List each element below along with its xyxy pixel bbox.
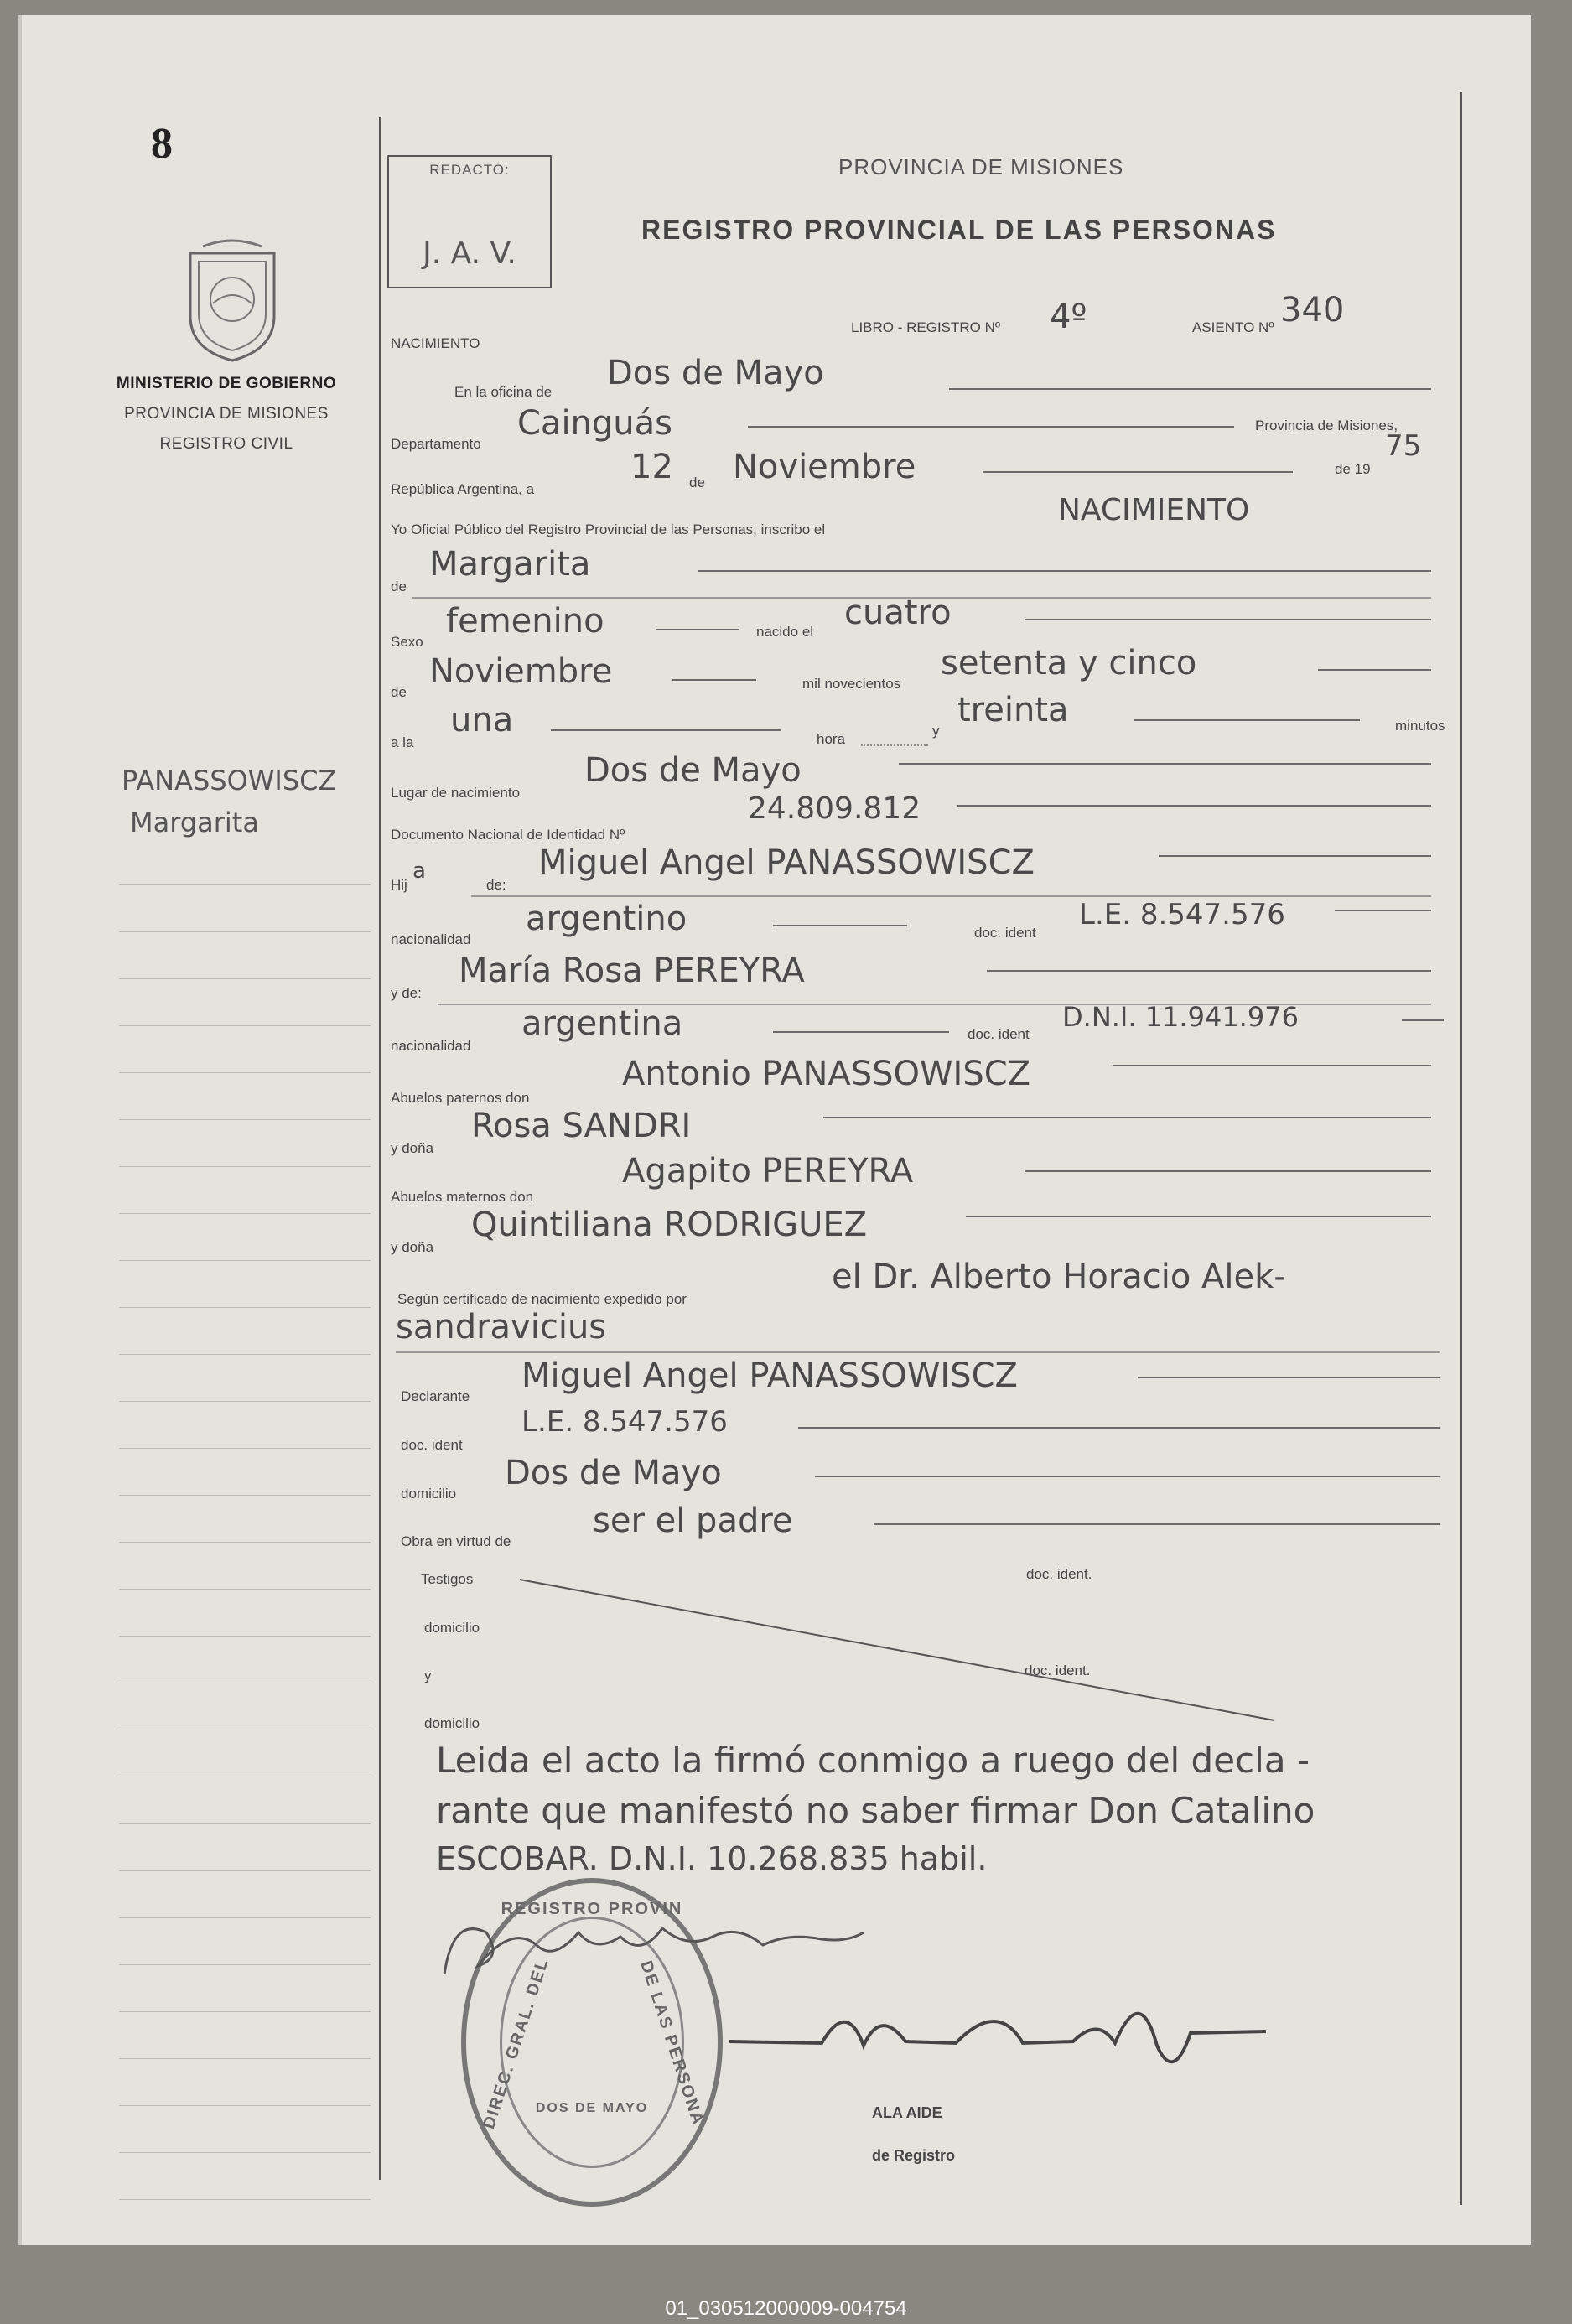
departamento-value: Cainguás (517, 404, 672, 443)
ydona-mat-label: y doña (391, 1239, 434, 1255)
row-ab-mat (387, 1152, 1460, 1206)
anio-value: setenta y cinco (941, 644, 1197, 682)
ab-mat-dona-value: Quintiliana RODRIGUEZ (471, 1206, 868, 1244)
dni-line (957, 805, 1431, 807)
obra-label: Obra en virtud de (401, 1533, 511, 1549)
redacto-label: REDACTO: (429, 162, 510, 178)
margin-divider (379, 117, 381, 2180)
declarante-value: Miguel Angel PANASSOWISCZ (521, 1357, 1018, 1395)
padre-value: Miguel Angel PANASSOWISCZ (538, 843, 1035, 882)
sexo-line (656, 629, 739, 630)
stamp-left-text: DIREC. GRAL. DEL (480, 1955, 553, 2132)
row-oficina (387, 350, 1460, 401)
margin-note (122, 760, 336, 843)
libro-value: 4º (1050, 298, 1087, 336)
ab-pat-dona-value: Rosa SANDRI (471, 1107, 692, 1145)
margin-ruled-lines (119, 838, 371, 2205)
obra-value: ser el padre (593, 1502, 793, 1540)
official-signature-icon (721, 1966, 1274, 2083)
note-line-2: rante que manifestó no saber firmar Don Catalino (436, 1790, 1315, 1831)
doc-ident-label-1: doc. ident. (1026, 1566, 1092, 1582)
margin-surname: PANASSOWISCZ (122, 765, 337, 796)
padre-line (1159, 855, 1431, 857)
sexo-value: femenino (446, 602, 604, 641)
row-mes (387, 644, 1460, 704)
testigos-label: Testigos (421, 1571, 474, 1587)
oficial-label: Yo Oficial Público del Registro Provincial de las Personas, inscribo el (391, 521, 826, 537)
oficina-value: Dos de Mayo (607, 354, 824, 392)
domicilio-label-2: domicilio (424, 1620, 480, 1636)
folio-number: 8 (151, 120, 173, 168)
madre-line (987, 970, 1431, 972)
mes-value: Noviembre (429, 652, 613, 691)
libro-label: LIBRO - REGISTRO Nº (851, 319, 1001, 335)
obra-line (874, 1523, 1440, 1525)
doc-decl-value: L.E. 8.547.576 (521, 1405, 728, 1439)
madre-value: María Rosa PEREYRA (459, 952, 805, 990)
oficina-line (949, 388, 1431, 390)
nac-padre-label: nacionalidad (391, 931, 471, 947)
doc-padre-line (1335, 910, 1431, 911)
domicilio-label: domicilio (401, 1486, 457, 1502)
cert-label: Según certificado de nacimiento expedido por (397, 1291, 687, 1307)
province-heading: PROVINCIA DE MISIONES (838, 154, 1124, 179)
hij-label: Hij (391, 877, 407, 893)
departamento-label: Departamento (391, 436, 481, 452)
row-cert (387, 1258, 1460, 1308)
acto-value: NACIMIENTO (1058, 493, 1250, 527)
departamento-line (748, 426, 1234, 428)
ab-mat-value: Agapito PEREYRA (622, 1152, 914, 1191)
ab-mat-line (1025, 1170, 1431, 1172)
ministry-registry: REGISTRO CIVIL (159, 435, 293, 453)
cert-underline (396, 1351, 1440, 1353)
signature-block (872, 2104, 955, 2165)
asiento-value: 340 (1280, 291, 1345, 329)
provincial-seal-icon (178, 236, 287, 362)
nac-madre-line (773, 1031, 949, 1033)
de19-label: de 19 (1335, 461, 1371, 477)
redacto-value: J. A. V. (423, 236, 516, 271)
row-ab-pat (387, 1056, 1460, 1107)
margin-given-name: Margarita (130, 807, 259, 838)
mes-line (672, 679, 756, 681)
ab-pat-dona-line (823, 1117, 1431, 1118)
cert-value-2: sandravicius (396, 1308, 607, 1346)
row-obra (387, 1502, 1460, 1555)
doc-madre-label: doc. ident (968, 1026, 1030, 1042)
nombre-line (698, 570, 1431, 572)
de-nombre-label: de (391, 578, 407, 594)
ab-pat-value: Antonio PANASSOWISCZ (622, 1055, 1031, 1093)
anio-line (1318, 669, 1431, 671)
doc-padre-label: doc. ident (974, 925, 1036, 941)
nac-madre-label: nacionalidad (391, 1038, 471, 1054)
right-border (1460, 92, 1462, 2205)
padre-underline (471, 895, 1431, 897)
ydona-pat-label: y doña (391, 1140, 434, 1156)
domicilio-line (815, 1476, 1440, 1477)
stamp-right-text: DE LAS PERSONA (636, 1958, 708, 2129)
lugar-label: Lugar de nacimiento (391, 785, 521, 801)
doc-padre-value: L.E. 8.547.576 (1079, 898, 1285, 931)
doc-madre-value: D.N.I. 11.941.976 (1062, 1001, 1299, 1033)
row-domicilio (387, 1454, 1460, 1507)
lugar-value: Dos de Mayo (584, 751, 802, 790)
nombre-value: Margarita (429, 545, 591, 584)
hora-value: una (450, 701, 514, 739)
ministry-title: MINISTERIO DE GOBIERNO (116, 375, 337, 392)
domicilio-value: Dos de Mayo (505, 1454, 722, 1492)
month-value: Noviembre (733, 448, 916, 486)
row-nombre (387, 545, 1460, 595)
provincia-label: Provincia de Misiones, (1255, 418, 1398, 433)
file-id-caption: 01_030512000009-004754 (665, 2297, 907, 2320)
stamp-center-text: DOS DE MAYO (535, 2101, 649, 2115)
nacimiento-label: NACIMIENTO (391, 335, 480, 351)
hora-line (551, 729, 781, 731)
cert-value: el Dr. Alberto Horacio Alek- (832, 1258, 1286, 1296)
day-value: 12 (630, 448, 673, 486)
dni-value: 24.809.812 (748, 791, 921, 826)
oficina-label: En la oficina de (454, 384, 553, 400)
y-label: y (932, 723, 940, 739)
de-mes-label: de (391, 684, 407, 700)
ministry-block (101, 369, 352, 459)
de-label: de (689, 475, 705, 490)
nac-madre-value: argentina (521, 1004, 683, 1043)
mil-label: mil novecientos (802, 676, 901, 692)
hij-suffix: a (412, 859, 426, 884)
dni-label: Documento Nacional de Identidad Nº (391, 827, 625, 843)
lugar-line (899, 763, 1431, 765)
declarante-line (1138, 1377, 1440, 1378)
row-nac-padre (387, 898, 1460, 952)
minutos-value: treinta (957, 691, 1069, 729)
row-madre (387, 952, 1460, 1002)
row-nac-madre (387, 1001, 1460, 1055)
yde-label: y de: (391, 985, 422, 1001)
republica-label: República Argentina, a (391, 481, 535, 497)
row-padre (387, 843, 1460, 897)
de-padre-label: de: (486, 877, 506, 893)
ab-mat-label: Abuelos maternos don (391, 1189, 534, 1205)
row-ab-mat-dona (387, 1206, 1460, 1256)
stamp-top-text: REGISTRO PROVIN (501, 1900, 683, 1918)
testigos-strike-line (503, 1569, 1283, 1729)
asiento-label: ASIENTO Nº (1192, 319, 1274, 335)
nac-padre-line (773, 925, 907, 926)
row-oficial (387, 495, 1460, 545)
signature-block-line-2: de Registro (872, 2147, 956, 2164)
sexo-label: Sexo (391, 634, 423, 650)
redacto-box (387, 155, 552, 288)
row-departamento (387, 402, 1460, 453)
year-value: 75 (1385, 429, 1422, 463)
nac-padre-value: argentino (526, 900, 687, 938)
nacido-label: nacido el (756, 624, 814, 640)
row-ab-pat-dona (387, 1107, 1460, 1157)
declarante-label: Declarante (401, 1388, 470, 1404)
republica-line (983, 471, 1293, 473)
registry-title: REGISTRO PROVINCIAL DE LAS PERSONAS (641, 215, 1277, 245)
row-declarante (387, 1358, 1460, 1408)
row-doc-decl (387, 1405, 1460, 1459)
ab-mat-dona-line (966, 1216, 1431, 1217)
ab-pat-line (1113, 1065, 1431, 1066)
signature-block-line-1: ALA AIDE (872, 2104, 942, 2121)
doc-decl-line (798, 1427, 1440, 1429)
note-line-3: ESCOBAR. D.N.I. 10.268.835 habil. (436, 1840, 988, 1877)
row-cert-2 (387, 1308, 1460, 1358)
nacido-line (1025, 619, 1431, 620)
hora-label: hora (817, 731, 846, 747)
note-line-1: Leida el acto la firmó conmigo a ruego del decla - (436, 1740, 1310, 1781)
domicilio-label-3: domicilio (424, 1715, 480, 1731)
ab-pat-label: Abuelos paternos don (391, 1090, 530, 1106)
hora-dots (861, 744, 928, 746)
minutos-line (1134, 719, 1360, 721)
doc-decl-label: doc. ident (401, 1437, 463, 1453)
doc-ident-label-2: doc. ident. (1025, 1663, 1091, 1678)
ministry-province: PROVINCIA DE MISIONES (124, 405, 329, 423)
ala-label: a la (391, 734, 414, 750)
minutos-label: minutos (1395, 718, 1445, 734)
doc-madre-line (1402, 1019, 1444, 1021)
nacido-value: cuatro (844, 594, 952, 632)
y-label-2: y (424, 1668, 432, 1683)
row-sexo (387, 594, 1460, 654)
